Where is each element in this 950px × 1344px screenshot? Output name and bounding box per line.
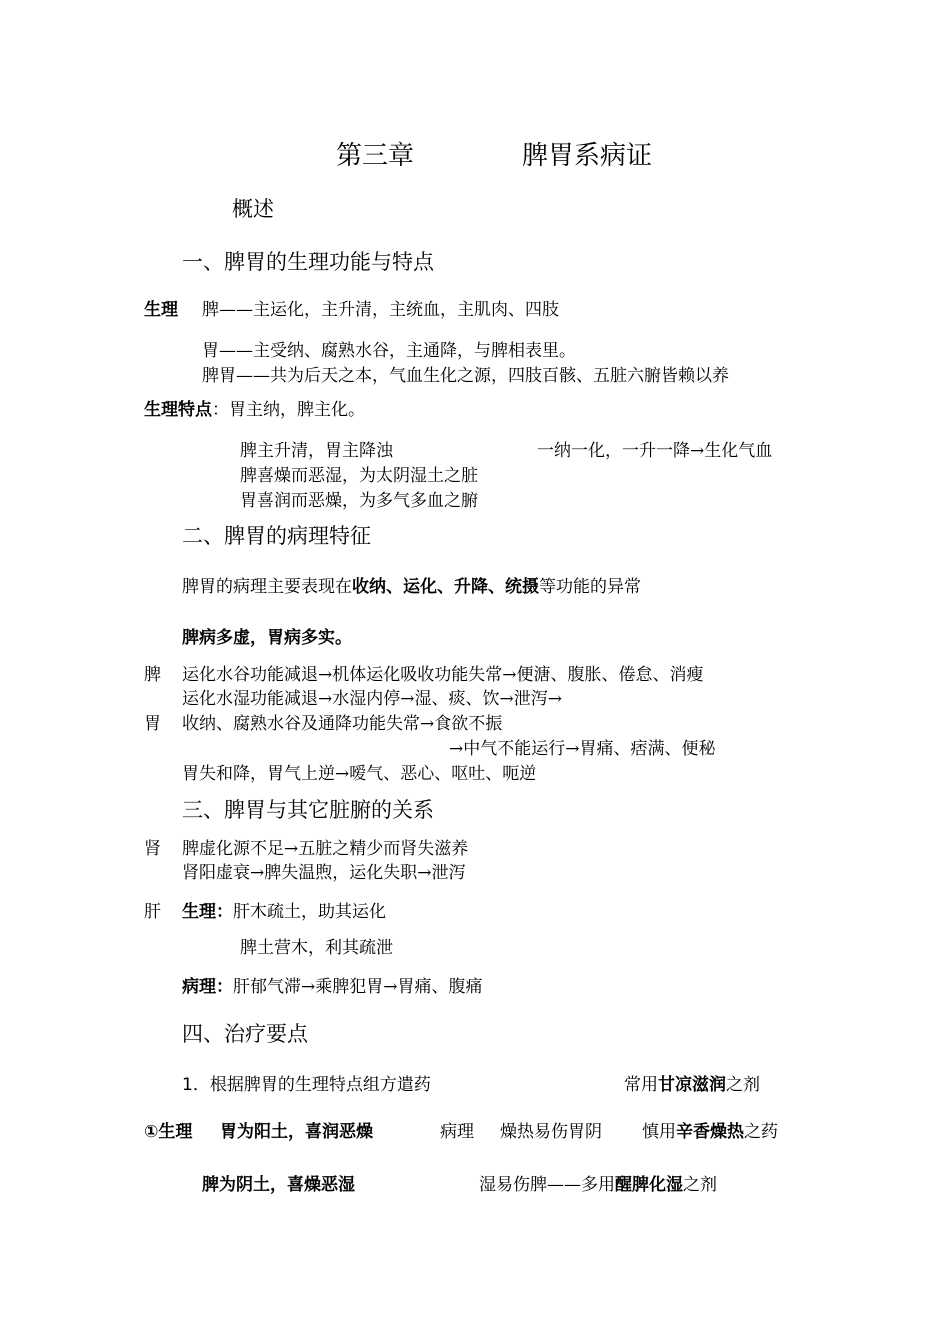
spleen-stomach-function: 脾胃——共为后天之本，气血生化之源，四肢百骸、五脏六腑皆赖以养 (202, 366, 729, 386)
spleen-treatment (479, 1174, 717, 1196)
physiology-label: 生理 (144, 300, 178, 320)
stomach-yang-earth: 胃为阳土，喜润恶燥 (220, 1122, 373, 1142)
pathology-line-3: 收纳、腐熟水谷及通降功能失常→食欲不振 (182, 714, 503, 734)
liver-pathology (182, 976, 483, 998)
liver-phys-text: 肝木疏土，助其运化 (233, 902, 386, 922)
feature-3: 胃喜润而恶燥，为多气多血之腑 (240, 491, 478, 511)
liver-phys-label: 生理： (182, 902, 233, 922)
caution-pre: 慎用 (642, 1122, 676, 1142)
feature-text: ：胃主纳，脾主化。 (212, 400, 365, 420)
liver-physiology (182, 901, 386, 923)
caution-post: 之药 (744, 1122, 778, 1142)
feature-line (144, 399, 365, 421)
intro-bold: 收纳、运化、升降、统摄 (352, 577, 539, 597)
spleen-yin-earth: 脾为阴土，喜燥恶湿 (202, 1175, 355, 1195)
chapter-number: 第三章 (336, 141, 415, 171)
pathology-summary: 脾病多虚，胃病多实。 (182, 628, 352, 648)
spleen-desc-post: 之剂 (683, 1175, 717, 1195)
chapter-title: 脾胃系病证 (522, 141, 653, 171)
liver-path-text: 肝郁气滞→乘脾犯胃→胃痛、腹痛 (233, 977, 483, 997)
section1-heading: 一、脾胃的生理功能与特点 (182, 250, 434, 274)
caution-line (642, 1121, 778, 1143)
stomach-char: 胃 (144, 714, 161, 734)
pathology-line-5: 胃失和降，胃气上逆→嗳气、恶心、呕吐、呃逆 (182, 764, 537, 784)
feature-label: 生理特点 (144, 400, 212, 420)
pathology-line-4: →中气不能运行→胃痛、痞满、便秘 (449, 739, 716, 759)
spleen-desc-bold: 醒脾化湿 (615, 1175, 683, 1195)
pathology-desc: 燥热易伤胃阴 (500, 1122, 602, 1142)
spleen-char: 脾 (144, 665, 161, 685)
kidney-char: 肾 (144, 839, 161, 859)
sub-physiology-label: ①生理 (144, 1122, 193, 1142)
treatment-item-1-right (624, 1074, 760, 1096)
treatment-item-1: 1．根据脾胃的生理特点组方遣药 (182, 1075, 431, 1095)
kidney-line-1: 脾虚化源不足→五脏之精少而肾失滋养 (182, 839, 469, 859)
stomach-function: 胃——主受纳、腐熟水谷，主通降，与脾相表里。 (202, 341, 576, 361)
kidney-line-2: 肾阳虚衰→脾失温煦，运化失职→泄泻 (182, 863, 466, 883)
pathology-line-2: 运化水湿功能减退→水湿内停→湿、痰、饮→泄泻→ (182, 689, 562, 709)
feature-1-right: 一纳一化，一升一降→生化气血 (537, 441, 773, 461)
intro-post: 等功能的异常 (539, 577, 641, 597)
item1-right-pre: 常用 (624, 1075, 658, 1095)
item1-right-post: 之剂 (726, 1075, 760, 1095)
liver-path-label: 病理： (182, 977, 233, 997)
pathology-word: 病理 (440, 1122, 474, 1142)
overview-heading: 概述 (232, 197, 274, 221)
intro-pre: 脾胃的病理主要表现在 (182, 577, 352, 597)
pathology-line-1: 运化水谷功能减退→机体运化吸收功能失常→便溏、腹胀、倦怠、消瘦 (182, 665, 704, 685)
feature-2: 脾喜燥而恶湿，为太阴湿土之脏 (240, 466, 478, 486)
section3-heading: 三、脾胃与其它脏腑的关系 (182, 798, 434, 822)
liver-physiology-2: 脾土营木，利其疏泄 (240, 938, 393, 958)
feature-1: 脾主升清，胃主降浊 (240, 441, 393, 461)
liver-char: 肝 (144, 902, 161, 922)
section2-heading: 二、脾胃的病理特征 (182, 524, 371, 548)
item1-right-bold: 甘凉滋润 (658, 1075, 726, 1095)
pathology-intro (182, 576, 641, 598)
section4-heading: 四、治疗要点 (182, 1022, 308, 1046)
spleen-desc-pre: 湿易伤脾——多用 (479, 1175, 615, 1195)
spleen-function: 脾——主运化，主升清，主统血，主肌肉、四肢 (202, 300, 559, 320)
caution-bold: 辛香燥热 (676, 1122, 744, 1142)
